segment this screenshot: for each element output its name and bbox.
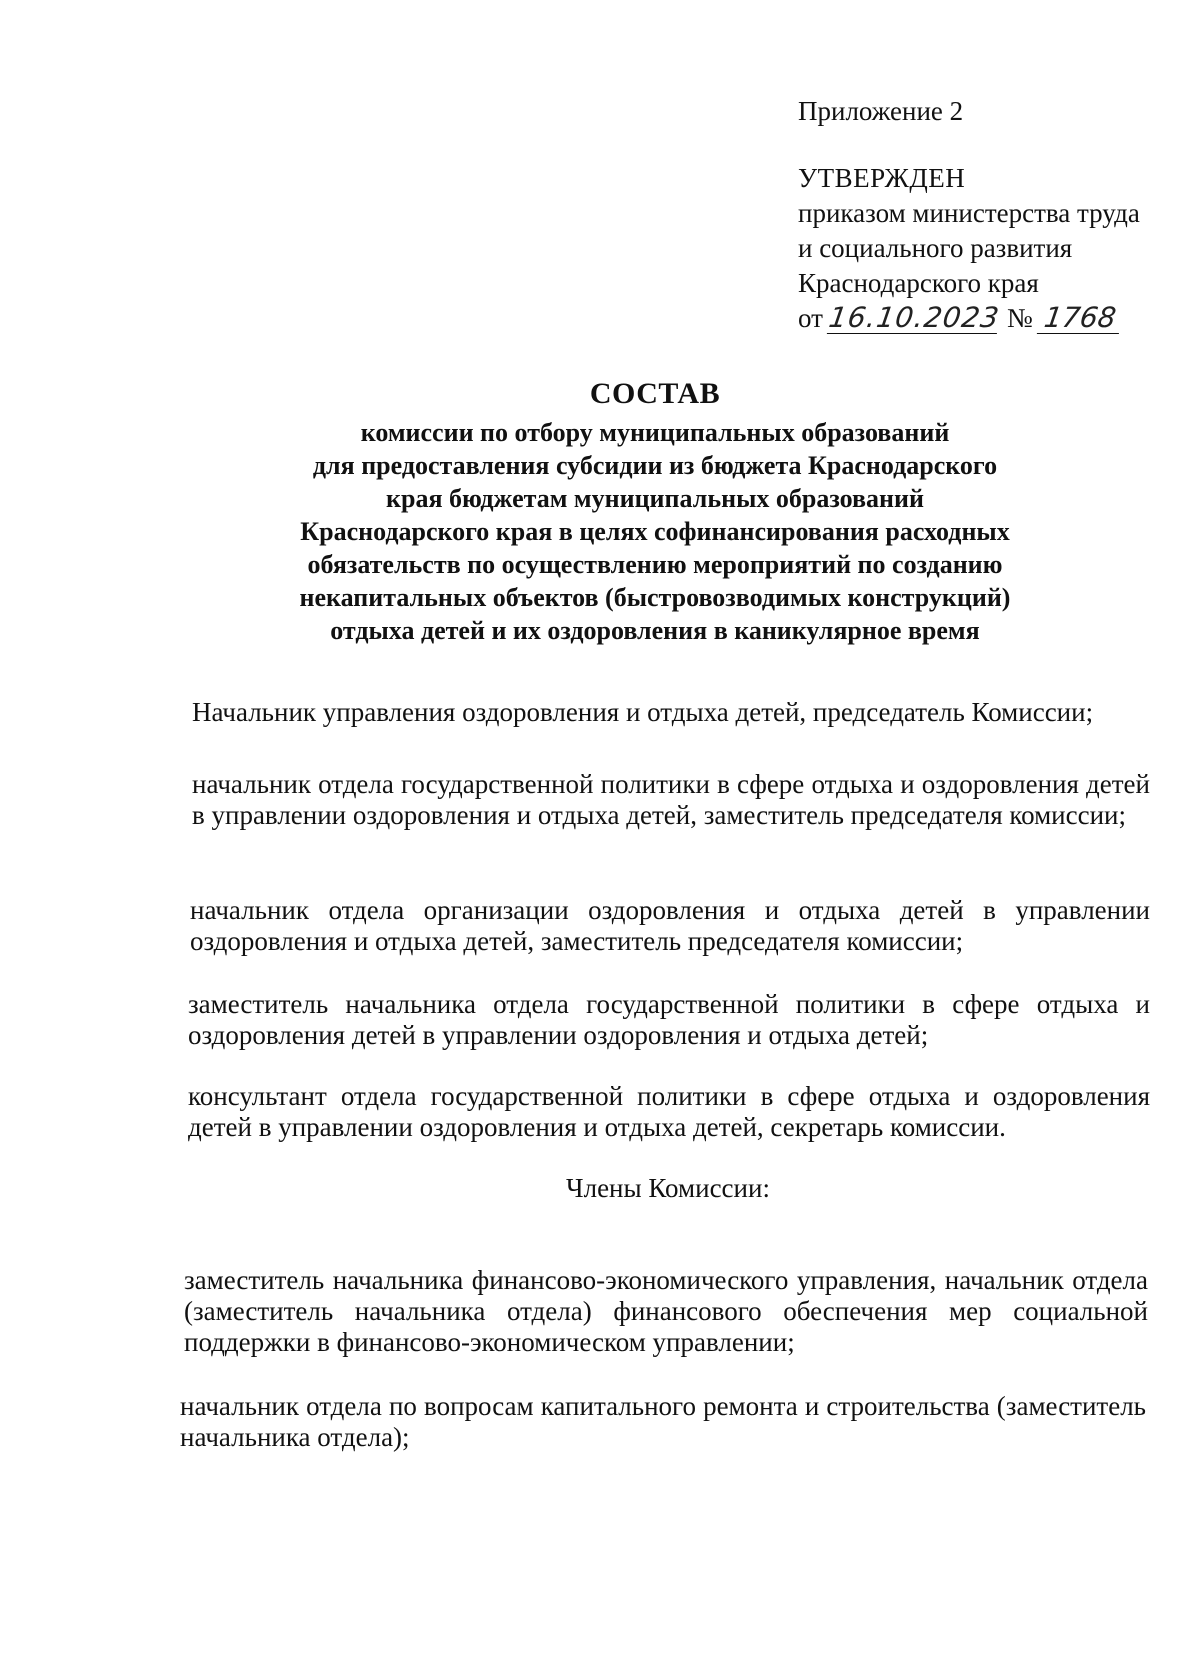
title-line: Краснодарского края в целях софинансирования расходных	[300, 517, 1010, 546]
title-line: отдыха детей и их оздоровления в каникулярное время	[330, 616, 980, 645]
deputy-head-entry: заместитель начальника отдела государственной политики в сфере отдыха и оздоровления детей в управлении оздоровления и отдыха детей;	[188, 989, 1150, 1050]
member-entry-1: заместитель начальника финансово-экономического управления, начальник отдела (заместитель начальника отдела) финансового обеспечения мер социальной поддержки в финансово-экономическом управлении;	[184, 1265, 1148, 1357]
approval-line-2: и социального развития	[798, 233, 1073, 263]
approved-label: УТВЕРЖДЕН	[798, 163, 966, 193]
member-entry-2: начальник отдела по вопросам капитального ремонта и строительства (заместитель начальника отдела);	[180, 1391, 1146, 1452]
title-line: обязательств по осуществлению мероприятий по созданию	[307, 550, 1003, 579]
document-title-block	[150, 374, 1160, 647]
members-heading: Члены Комиссии:	[566, 1173, 770, 1203]
title-line: комиссии по отбору муниципальных образований	[360, 418, 950, 447]
approval-line-3: Краснодарского края	[798, 268, 1039, 298]
appendix-label: Приложение 2	[798, 96, 964, 126]
title-line: некапитальных объектов (быстровозводимых конструкций)	[299, 583, 1011, 612]
document-heading: СОСТАВ	[589, 377, 721, 410]
handwritten-date: 16.10.2023	[826, 301, 1002, 334]
handwritten-number: 1768	[1037, 303, 1123, 334]
deputy-chair-entry-1: начальник отдела государственной политики в сфере отдыха и оздоровления детей в управлении оздоровления и отдыха детей, заместитель председателя комиссии;	[192, 769, 1150, 830]
secretary-entry: консультант отдела государственной политики в сфере отдыха и оздоровления детей в управлении оздоровления и отдыха детей, секретарь комиссии.	[188, 1081, 1150, 1142]
deputy-chair-entry-2: начальник отдела организации оздоровления и отдыха детей в управлении оздоровления и отдыха детей, заместитель председателя комиссии;	[190, 895, 1150, 956]
title-line: для предоставления субсидии из бюджета Краснодарского	[312, 451, 998, 480]
chair-entry: Начальник управления оздоровления и отдыха детей, председатель Комиссии;	[192, 697, 1094, 727]
title-line: края бюджетам муниципальных образований	[386, 484, 924, 513]
approval-block	[798, 94, 1178, 336]
approval-date-line	[798, 301, 1178, 336]
date-prefix: от	[798, 303, 823, 333]
number-prefix: №	[1006, 303, 1033, 333]
approval-line-1: приказом министерства труда	[798, 198, 1140, 228]
